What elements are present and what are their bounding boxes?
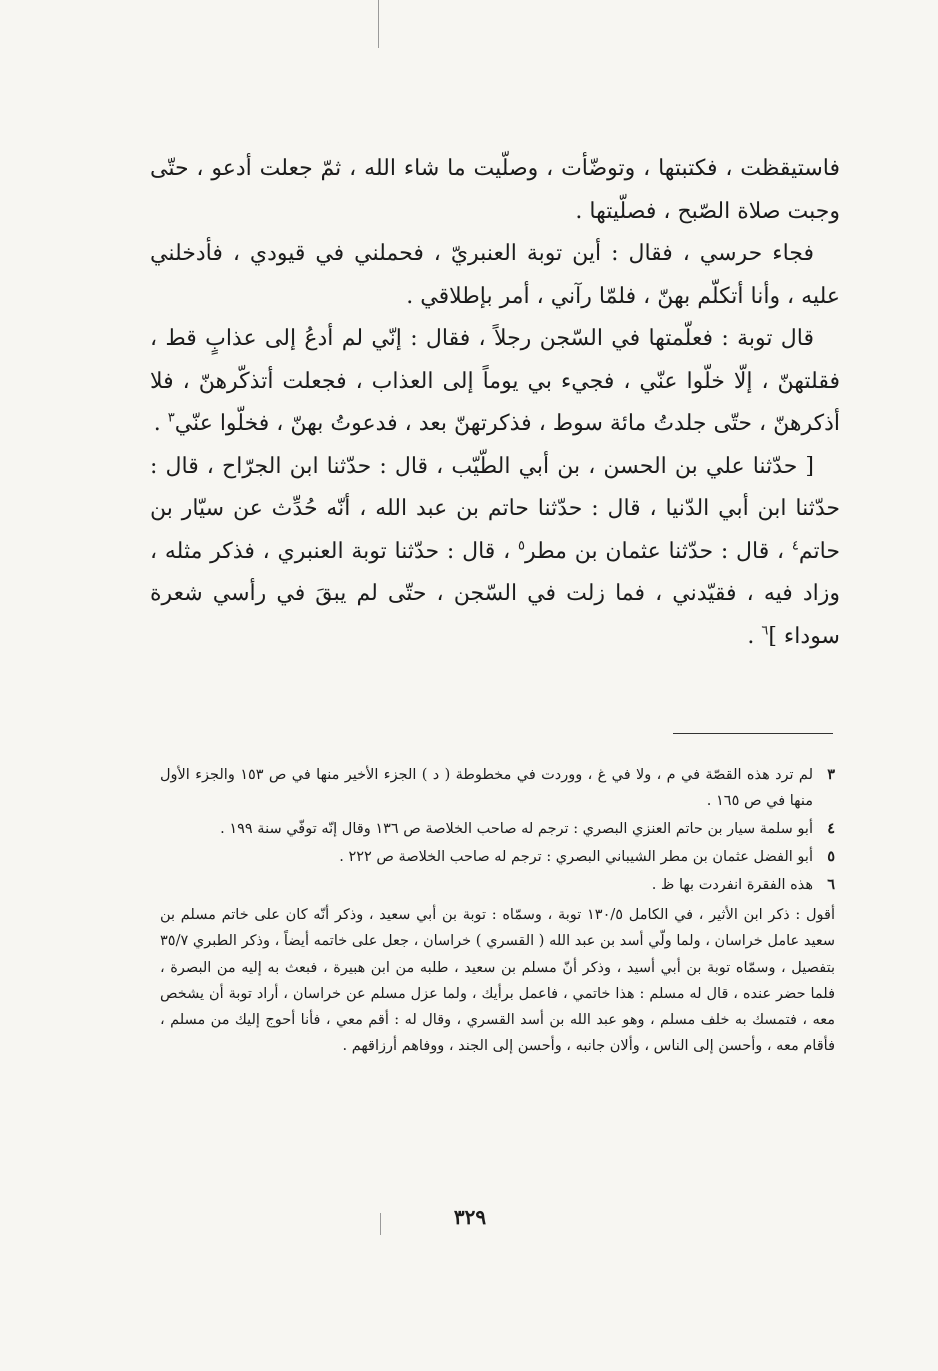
footnote xyxy=(160,816,835,842)
paragraph xyxy=(150,446,840,659)
footnote-text: لم ترد هذه القصّة في م ، ولا في غ ، ووردت في مخطوطة ( د ) الجزء الأخير منها في ص ١٥٣ والجزء الأول منها في ص ١٦٥ . xyxy=(160,767,814,809)
footnote-text: أبو الفضل عثمان بن مطر الشيباني البصري : ترجم له صاحب الخلاصة ص ٢٢٢ . xyxy=(339,849,813,865)
paragraph-text: ، قال : حدّثنا توبة العنبري ، فذكر مثله ، وزاد فيه ، فقيّدني ، فما زلت في السّجن ، حتّى لم يبقَ في رأسي شعرة سوداء ] xyxy=(150,538,840,649)
footnote-number: ٦ xyxy=(827,876,835,893)
footnote-text: أبو سلمة سيار بن حاتم العنزي البصري : ترجم له صاحب الخلاصة ص ١٣٦ وقال إنّه توفّي سنة ١٩٩ . xyxy=(220,821,813,837)
footnote xyxy=(160,844,835,870)
paragraph-text: قال توبة : فعلّمتها في السّجن رجلاً ، فقال : إنّي لم أدعُ إلى عذابٍ قط ، فقلتهنّ ، إلّا خلّوا عنّي ، فجيء بي يوماً إلى العذاب ، فجعلت أتذكّرهنّ ، فلا أذكرهنّ ، حتّى جلدتُ مائة سوط ، فذكرتهنّ بعد ، فدعوتُ بهنّ ، فخلّوا عنّي xyxy=(150,326,840,436)
main-text xyxy=(150,148,840,658)
editor-commentary: أقول : ذكر ابن الأثير ، في الكامل ١٣٠/٥ توبة ، وسمّاه : توبة بن أبي سعيد ، وذكر أنّه كان على خاتم مسلم بن سعيد عامل خراسان ، ولما ولّي أسد بن عبد الله ( القسري ) خراسان ، جعل على خاتمه أيضاً ، وذكر الطبري ٣٥/٧ بتفصيل ، وسمّاه توبة بن أبي أسيد ، وذكر أنّ مسلم بن سعيد ، طلبه من ابن هبيرة ، فبعث به إليه من البصرة ، فلما حضر عنده ، قال له مسلم : هذا خاتمي ، فاعمل برأيك ، ولما عزل مسلم عن خراسان ، أراد توبة أن يشخص معه ، فتمسك به خلف مسلم ، وهو عبد الله بن أسد القسري ، وقال له : أقم معي ، فأنا أحوج إليك من مسلم ، فأقام معه ، وأحسن إلى الناس ، وألان جانبه ، وأحسن إلى الجند ، ووفاهم أرزاقهم . xyxy=(160,907,835,1055)
footnote xyxy=(160,762,835,814)
bottom-scan-mark xyxy=(380,1213,381,1235)
paragraph-text: [ حدّثنا علي بن الحسن ، بن أبي الطّيّب ، قال : حدّثنا ابن الجرّاح ، قال : حدّثنا ابن أبي الدّنيا ، قال : حدّثنا حاتم بن عبد الله ، أنّه حُدِّث عن سيّار بن حاتم xyxy=(150,453,840,564)
footnote-ref: ٥ xyxy=(517,538,525,554)
end-mark: . xyxy=(747,623,762,649)
footnote-ref: ٦ xyxy=(761,623,769,639)
footnote-text: هذه الفقرة انفردت بها ظ . xyxy=(651,877,813,893)
end-mark: . xyxy=(153,411,168,436)
footnotes xyxy=(160,762,835,1060)
footnote-number: ٤ xyxy=(827,820,835,837)
footnote-separator xyxy=(673,733,833,734)
footnote-number: ٣ xyxy=(827,766,835,783)
page-number: ٣٢٩ xyxy=(453,1205,487,1229)
paragraph: فاستيقظت ، فكتبتها ، وتوضّأت ، وصلّيت ما شاء الله ، ثمّ جعلت أدعو ، حتّى وجبت صلاة الصّبح ، فصلّيتها . xyxy=(150,156,840,224)
footnote-ref: ٤ xyxy=(791,538,799,554)
paragraph xyxy=(150,318,840,446)
footnote xyxy=(160,872,835,898)
top-scan-mark xyxy=(378,0,379,48)
footnote-number: ٥ xyxy=(827,848,835,865)
paragraph-text: ، قال : حدّثنا عثمان بن مطر xyxy=(524,538,785,564)
footnote-ref: ٣ xyxy=(167,410,175,426)
paragraph: فجاء حرسي ، فقال : أين توبة العنبريّ ، فحملني في قيودي ، فأدخلني عليه ، وأنا أتكلّم بهنّ ، فلمّا رآني ، أمر بإطلاقي . xyxy=(150,241,840,309)
